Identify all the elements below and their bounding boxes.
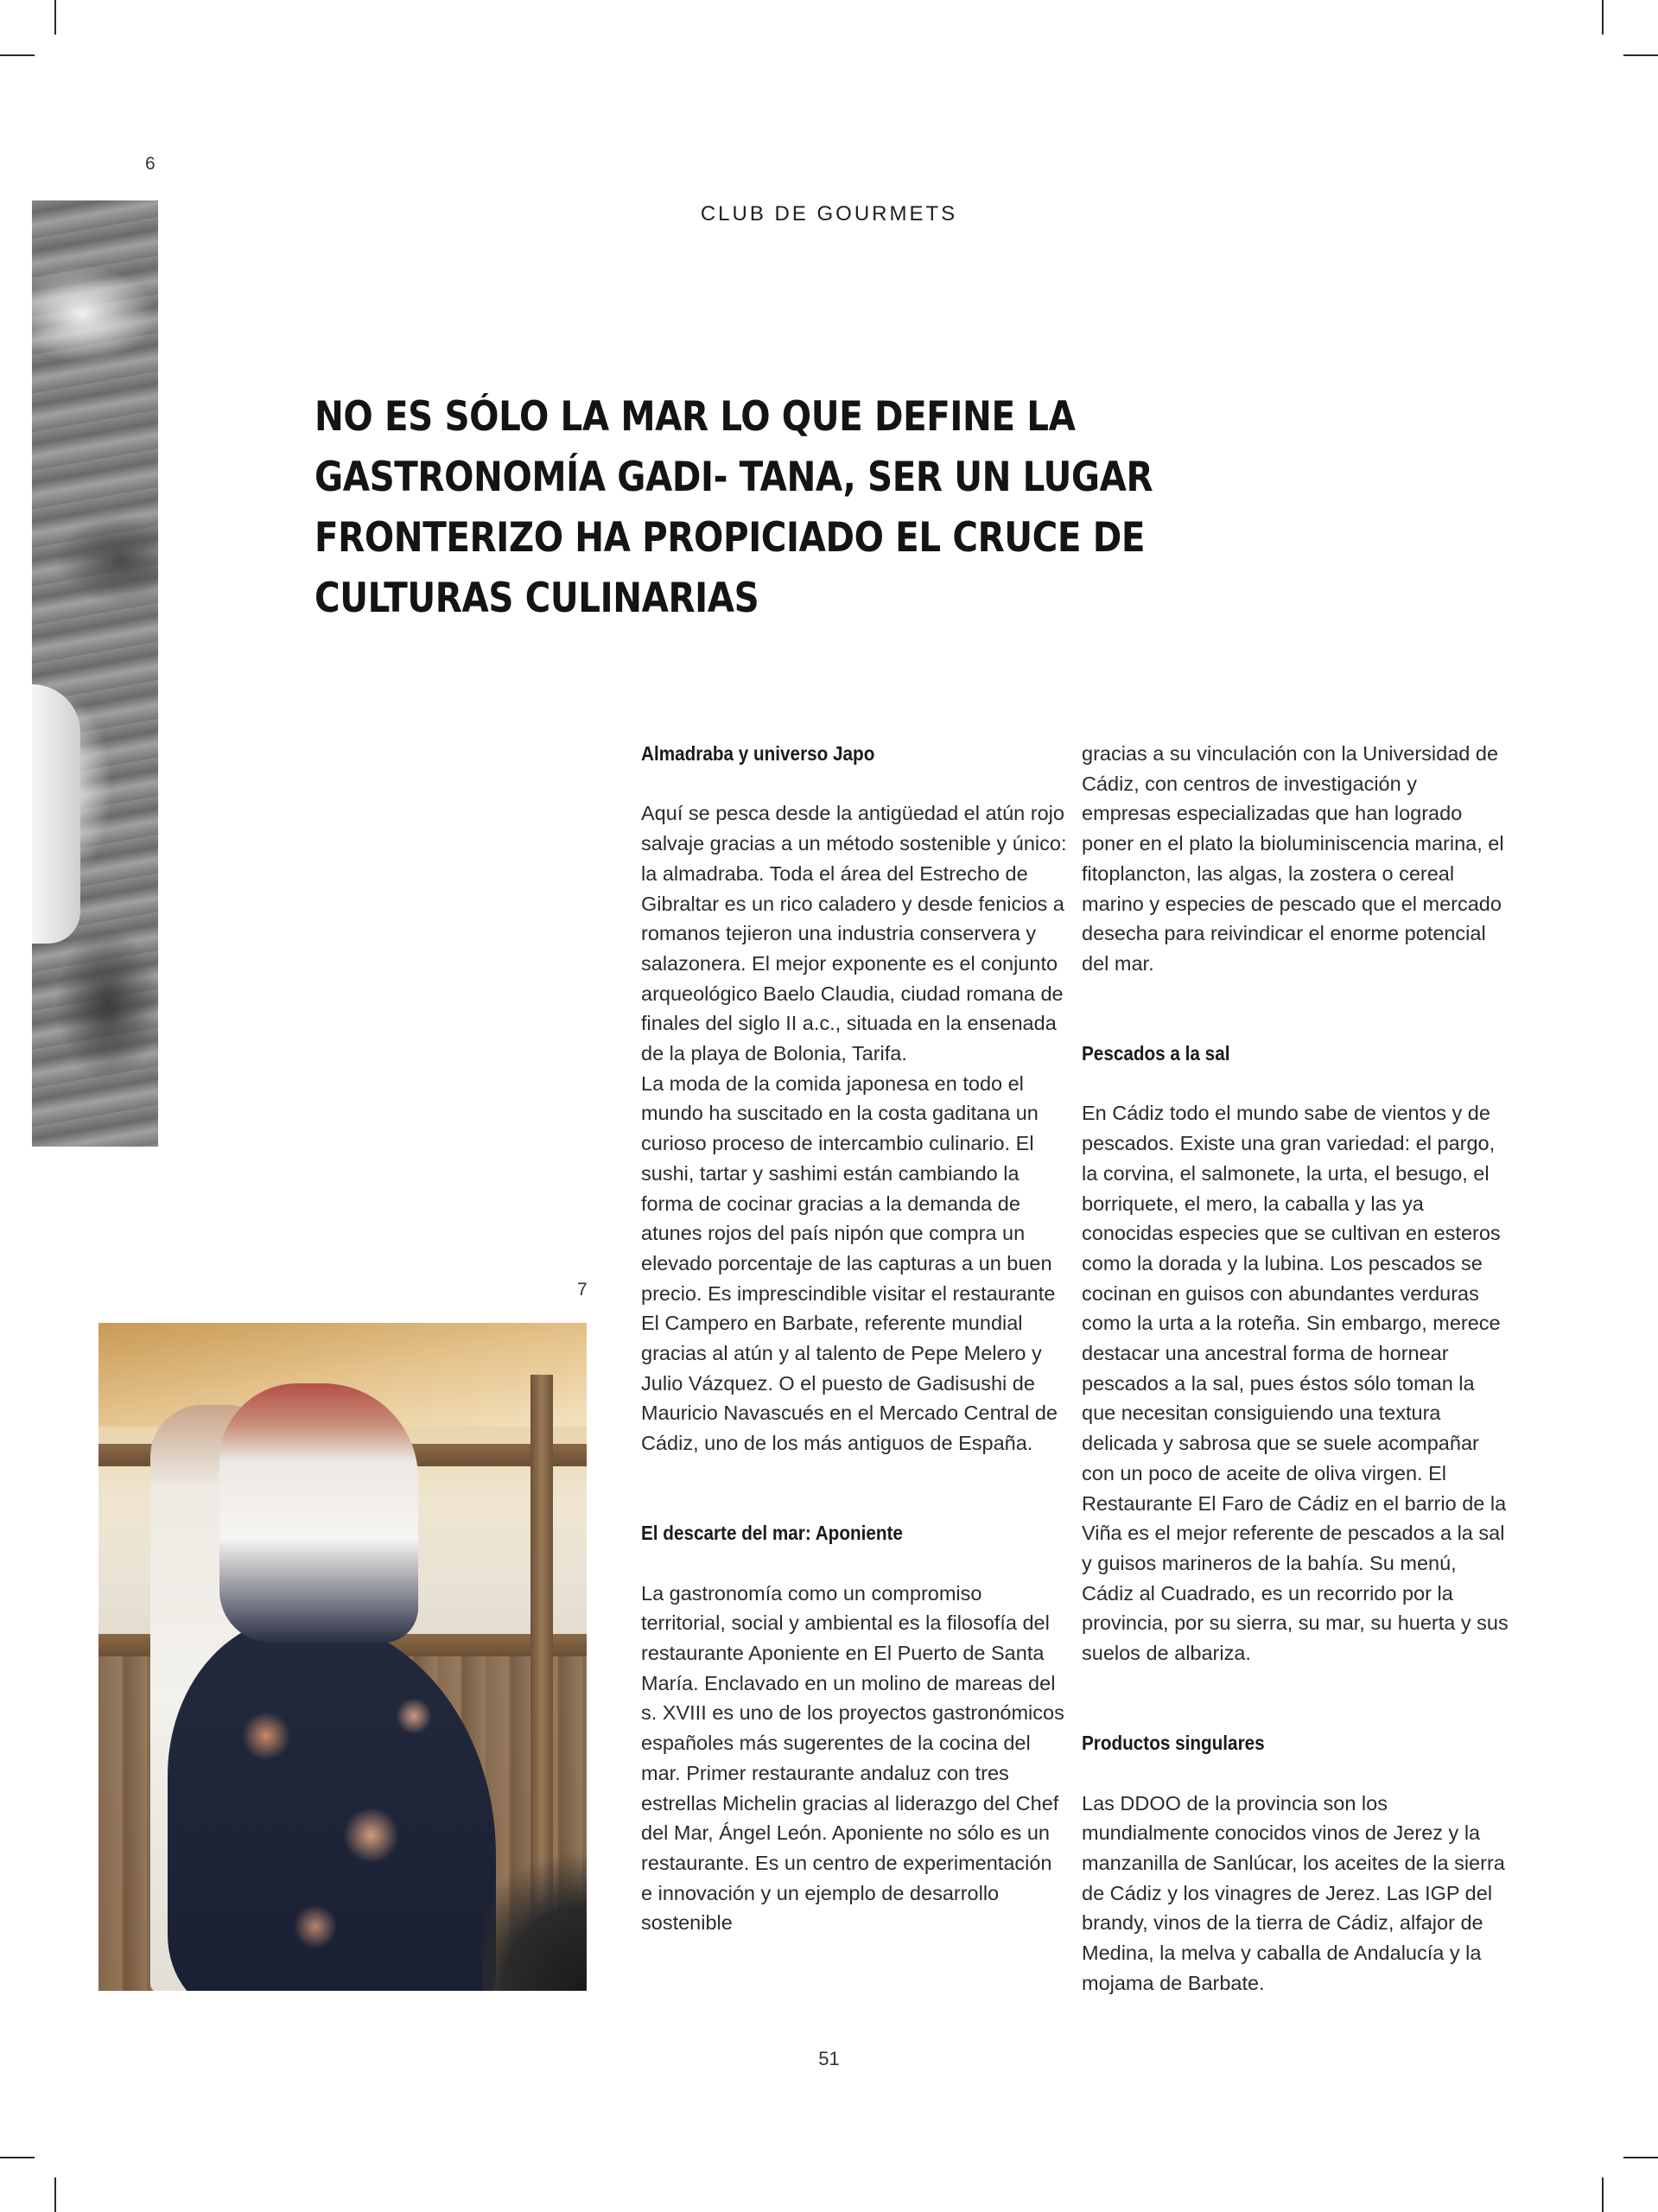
crop-mark-top-right <box>1623 54 1658 56</box>
paragraph: En Cádiz todo el mundo sabe de vientos y de pescados. Existe una gran variedad: el pargo, la corvina, el salmonete, la urta, el besugo, el borriquete, el mero, la caballa y las ya conocidas especies que se cultivan en esteros como la dorada y la lubina. Los pescados se cocinan en guisos con abundantes verduras como la urta a la roteña. Sin embargo, merece destacar una ancestral forma de hornear pescados a la sal, pues éstos sólo toman la que necesitan consiguiendo una textura delicada y sabrosa que se suele acompañar con un poco de aceite de oliva virgen. El Restaurante El Faro de Cádiz en el barrio de la Viña es el mejor referente de pescados a la sal y guisos marineros de la bahía. Su menú, Cádiz al Cuadrado, es un recorrido por la provincia, por su sierra, su mar, su huerta y sus suelos de albariza. <box>1082 1102 1509 1665</box>
paragraph: La moda de la comida japonesa en todo el mundo ha suscitado en la costa gaditana un curioso proceso de intercambio culinario. El sushi, tartar y sashimi están cambiando la forma de cocinar gracias a la demanda de atunes rojos del país nipón que compra un elevado porcentaje de las capturas a un buen precio. Es imprescindible visitar el restaurante El Campero en Barbate, referente mundial gracias al atún y al talento de Pepe Melero y Julio Vázquez. O el puesto de Gadisushi de Mauricio Navascués en el Mercado Central de Cádiz, uno de los más antiguos de España. <box>641 1071 1058 1455</box>
photo-foreground-shadow <box>483 1835 587 1991</box>
crop-mark-top-left <box>0 54 35 56</box>
article-headline: NO ES SÓLO LA MAR LO QUE DEFINE LA GASTRONOMÍA GADI- TANA, SER UN LUGAR FRONTERIZO HA PROPICIADO EL CRUCE DE CULTURAS CULINARIAS <box>314 393 1153 622</box>
crop-mark-bottom-right <box>1623 2157 1658 2158</box>
paragraph: Aquí se pesca desde la antigüedad el atún rojo salvaje gracias a un método sostenible y único: la almadraba. Toda el área del Estrecho de Gibraltar es un rico caladero y desde fenicios a romanos tejieron una industria conservera y salazonera. El mejor exponente es el conjunto arqueológico Baelo Claudia, ciudad romana de finales del siglo II a.c., situada en la ensenada de la playa de Bolonia, Tarifa. <box>641 802 1067 1065</box>
crop-mark-top-left <box>54 0 56 35</box>
crop-mark-bottom-right <box>1602 2177 1604 2212</box>
paragraph: La gastronomía como un compromiso territorial, social y ambiental es la filosofía del restaurante Aponiente en El Puerto de Santa María. Enclavado en un molino de mareas del s. XVIII es uno de los proyectos gastronómicos españoles más sugerentes de la cocina del mar. Primer restaurante andaluz con tres estrellas Michelin gracias al liderazgo del Chef del Mar, Ángel León. Aponiente no sólo es un restaurante. Es un centro de experimentación e innovación y un ejemplo de desarrollo sostenible <box>641 1581 1064 1935</box>
section-kicker: CLUB DE GOURMETS <box>700 202 958 226</box>
subheading: Productos singulares <box>1082 1732 1265 1755</box>
text-column-left <box>641 739 1069 1938</box>
photo-figure-detail <box>32 684 80 944</box>
subheading: Almadraba y universo Japo <box>641 742 875 765</box>
page-number: 51 <box>818 2048 840 2069</box>
paragraph: gracias a su vinculación con la Universidad de Cádiz, con centros de investigación y empresas especializadas que han logrado poner en el plato la bioluminiscencia marina, el fitoplancton, las algas, la zostera o cereal marino y especies de pescado que el mercado desecha para reivindicar el enorme potencial del mar. <box>1082 742 1504 975</box>
subheading: El descarte del mar: Aponiente <box>641 1522 903 1545</box>
section-page-number: 6 <box>145 154 156 174</box>
subheading: Pescados a la sal <box>1082 1042 1230 1065</box>
photo-bw-landscape <box>32 200 158 1147</box>
photo-flamenco-dancer <box>98 1323 587 1991</box>
text-column-right <box>1082 739 1509 1998</box>
crop-mark-bottom-left <box>54 2177 56 2212</box>
crop-mark-bottom-left <box>0 2157 35 2158</box>
photo-dancer <box>219 1383 418 1643</box>
figure-number: 7 <box>577 1280 588 1300</box>
paragraph: Las DDOO de la provincia son los mundialmente conocidos vinos de Jerez y la manzanilla de Sanlúcar, los aceites de la sierra de Cádiz y los vinagres de Jerez. Las IGP del brandy, vinos de la tierra de Cádiz, alfajor de Medina, la melva y caballa de Andalucía y la mojama de Barbate. <box>1082 1791 1505 1994</box>
crop-mark-top-right <box>1602 0 1604 35</box>
